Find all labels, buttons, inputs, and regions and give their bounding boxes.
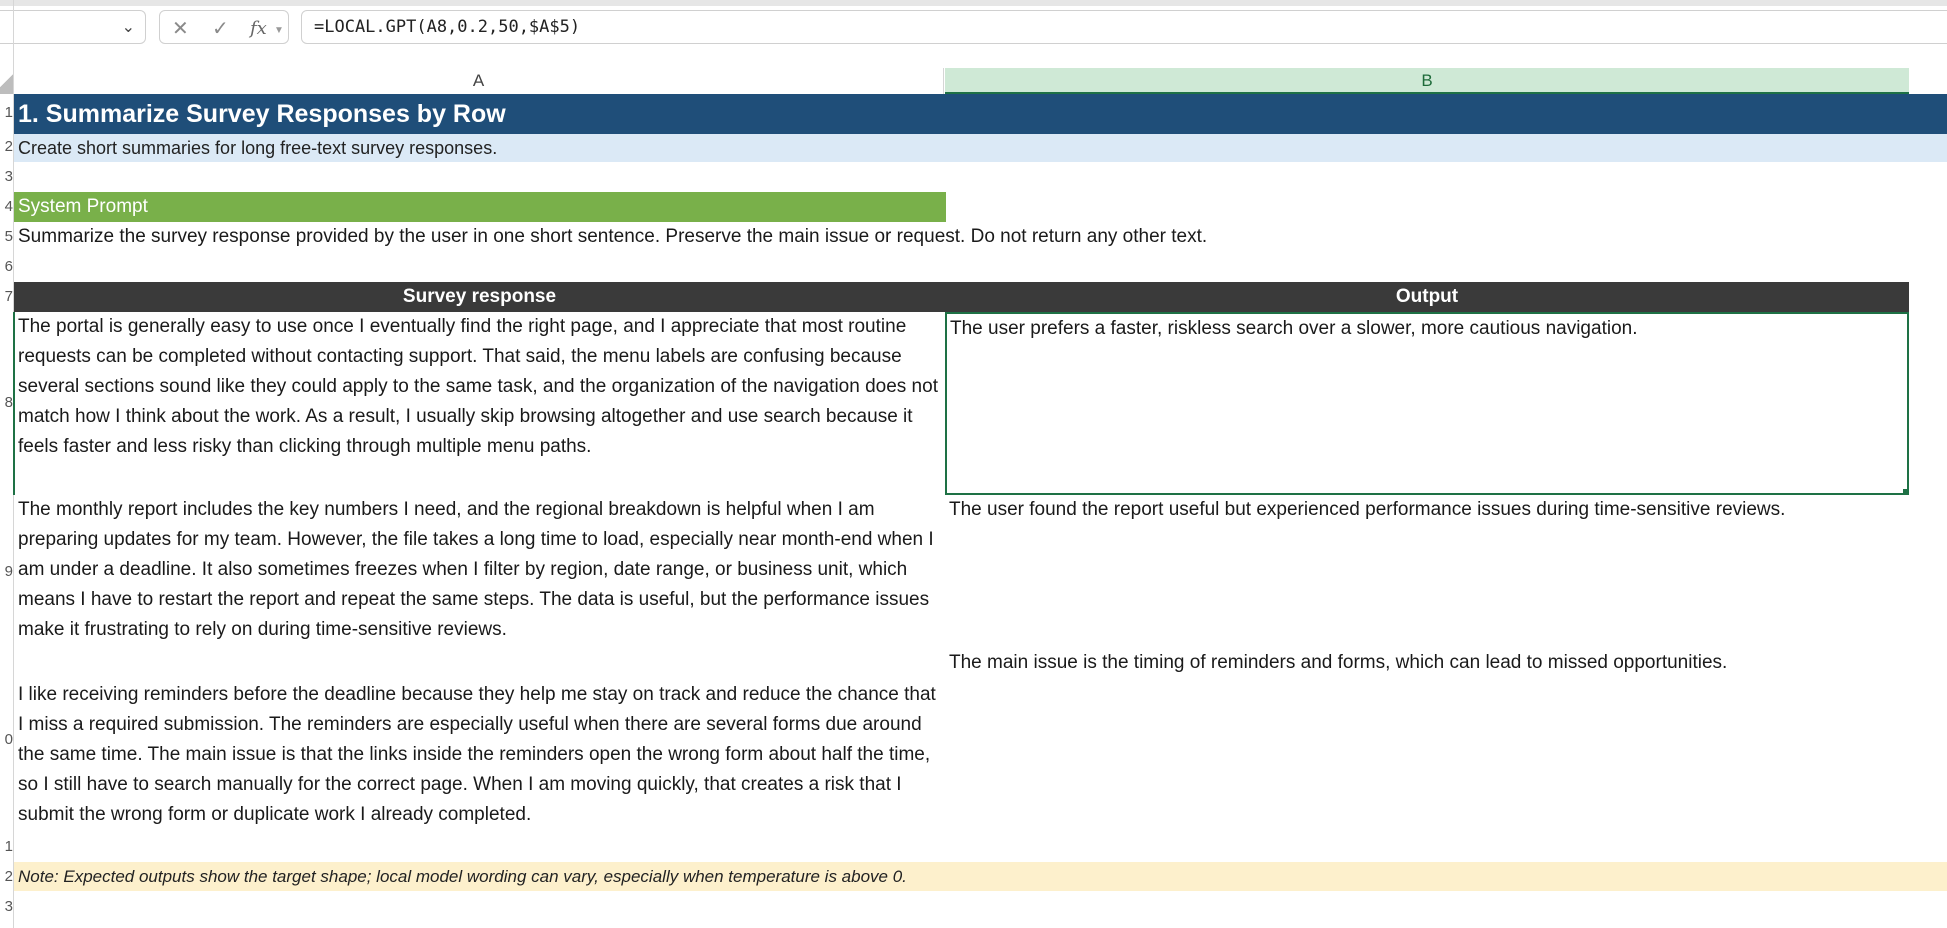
row-header-8[interactable]: 8 — [4, 394, 13, 411]
row-header-4[interactable]: 4 — [4, 198, 13, 215]
row-header-12[interactable]: 2 — [4, 868, 13, 885]
table-row-3-response[interactable]: I like receiving reminders before the deadline because they help me stay on track and reduce the chance that I miss a required submission. The reminders are especially useful when there are several forms due around the same time. The main issue is that the links inside the reminders open the wrong form about half the time, so I still have to search manually for the correct page. When I am moving quickly, that creates a risk that I submit the wrong form or duplicate work I already completed. — [18, 684, 936, 825]
confirm-icon[interactable]: ✓ — [212, 18, 229, 40]
table-row-1-output: The user prefers a faster, riskless search over a slower, more cautious navigation. — [950, 318, 1638, 339]
row-header-2[interactable]: 2 — [4, 138, 13, 155]
column-header-a[interactable]: A — [14, 68, 944, 94]
name-box[interactable] — [0, 10, 146, 44]
row-header-7[interactable]: 7 — [4, 288, 13, 305]
column-header-bar — [0, 48, 1947, 94]
row-header-1[interactable]: 1 — [4, 104, 13, 121]
column-header-b[interactable]: B — [945, 68, 1909, 94]
row-header-13[interactable]: 3 — [4, 898, 13, 915]
formula-input[interactable]: =LOCAL.GPT(A8,0.2,50,$A$5) — [301, 10, 1947, 44]
table-row-2-output[interactable]: The user found the report useful but experienced performance issues during time-sensitive reviews. — [949, 499, 1786, 520]
row-header-3[interactable]: 3 — [4, 168, 13, 185]
insert-function-icon[interactable]: fx — [250, 18, 267, 39]
table-row-1-output-selected[interactable] — [945, 312, 1909, 495]
sheet-title[interactable]: 1. Summarize Survey Responses by Row — [14, 94, 1947, 134]
table-header-output[interactable]: Output — [945, 282, 1909, 312]
system-prompt-label[interactable]: System Prompt — [14, 192, 946, 222]
sheet-subtitle[interactable]: Create short summaries for long free-text survey responses. — [14, 134, 1947, 162]
chevron-down-icon[interactable]: ▼ — [274, 25, 284, 36]
row-header-9[interactable]: 9 — [4, 563, 13, 580]
system-prompt-cell[interactable]: Summarize the survey response provided by the user in one short sentence. Preserve the main issue or request. Do not return any other text. — [18, 226, 1208, 247]
note-cell[interactable]: Note: Expected outputs show the target shape; local model wording can vary, especially when temperature is above 0. — [14, 862, 1947, 891]
chevron-down-icon[interactable]: ⌄ — [121, 19, 135, 36]
row-header-6[interactable]: 6 — [4, 258, 13, 275]
table-row-3-output[interactable]: The main issue is the timing of reminders and forms, which can lead to missed opportunities. — [949, 652, 1728, 673]
table-row-1-response[interactable]: The portal is generally easy to use once I eventually find the right page, and I appreciate that most routine requests can be completed without contacting support. That said, the menu labels are confusing because several sections sound like they could apply to the same task, and the organization of the navigation does not match how I think about the work. As a result, I usually skip browsing altogether and use search because it feels faster and less risky than clicking through multiple menu paths. — [18, 316, 938, 457]
row-header-10[interactable]: 0 — [4, 731, 13, 748]
select-all-corner[interactable] — [0, 68, 13, 94]
row-header-11[interactable]: 1 — [4, 838, 13, 855]
cancel-icon[interactable]: ✕ — [172, 18, 189, 40]
fill-handle[interactable] — [1902, 488, 1909, 495]
row-header-5[interactable]: 5 — [4, 228, 13, 245]
formula-bar — [0, 0, 1947, 48]
formula-controls — [159, 10, 289, 44]
table-row-2-response[interactable]: The monthly report includes the key numbers I need, and the regional breakdown is helpful when I am preparing updates for my team. However, the file takes a long time to load, especially near month-end when I am under a deadline. It also sometimes freezes when I filter by region, date range, or business unit, which means I have to restart the report and repeat the same steps. The data is useful, but the performance issues make it frustrating to rely on during time-sensitive reviews. — [18, 499, 934, 640]
table-header-survey-response[interactable]: Survey response — [14, 282, 945, 312]
